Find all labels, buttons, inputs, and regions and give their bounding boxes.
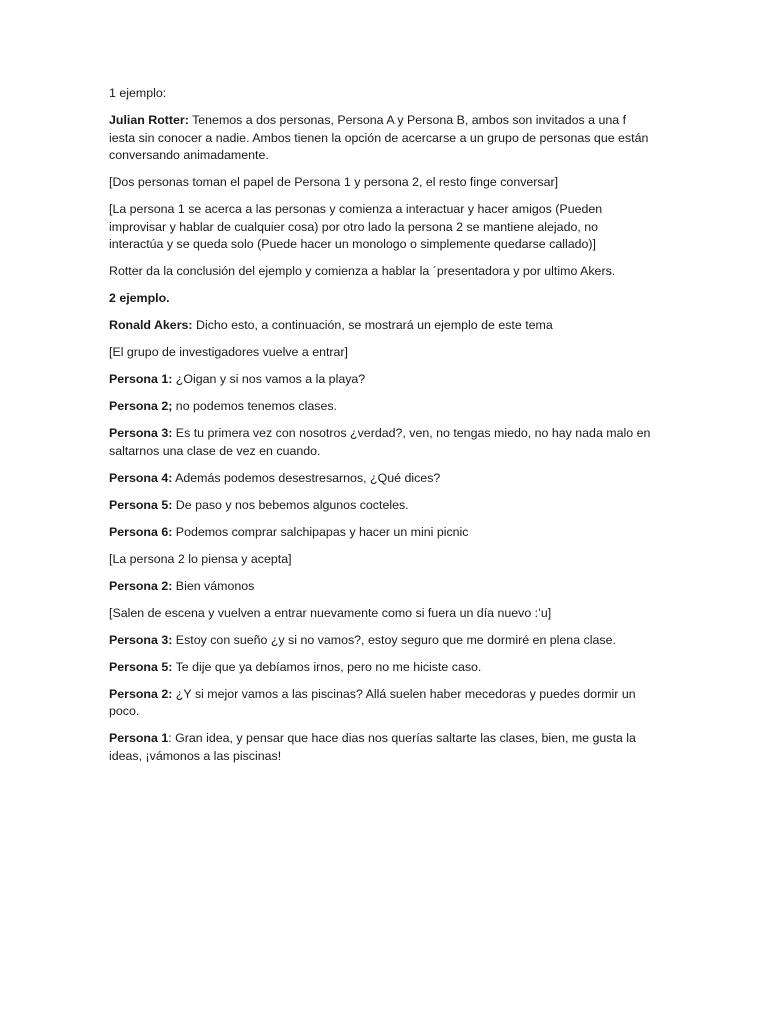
dialogue-line: [109, 686, 654, 721]
speaker-label: Julian Rotter:: [109, 113, 189, 127]
paragraph-text: [Dos personas toman el papel de Persona 1 y persona 2, el resto finge conversar]: [109, 175, 559, 189]
speaker-label: Persona 3:: [109, 426, 173, 440]
dialogue-text: no podemos tenemos clases.: [172, 399, 337, 413]
paragraph: [109, 85, 654, 103]
speaker-label: Persona 3:: [109, 632, 173, 647]
paragraph-text: [El grupo de investigadores vuelve a entrar]: [109, 345, 349, 359]
speaker-label: Persona 6:: [109, 524, 173, 539]
dialogue-text: Bien vámonos: [172, 578, 255, 593]
dialogue-text: ¿Oigan y si nos vamos a la playa?: [172, 372, 366, 386]
paragraph-text: Rotter da la conclusión del ejemplo y comienza a hablar la ´presentadora y por ultimo Akers.: [109, 264, 616, 278]
dialogue-text: Te dije que ya debíamos irnos, pero no me hiciste caso.: [172, 659, 482, 674]
speaker-label: Persona 1: [109, 731, 169, 745]
paragraph-text: Dicho esto, a continuación, se mostrará un ejemplo de este tema: [192, 318, 553, 332]
dialogue-line: [109, 371, 654, 389]
paragraph-text: 1 ejemplo:: [109, 86, 167, 100]
section-heading-text: 2 ejemplo.: [109, 291, 170, 305]
dialogue-text: De paso y nos bebemos algunos cocteles.: [172, 497, 409, 512]
speaker-label: Persona 2:: [109, 686, 173, 701]
paragraph-text: [La persona 1 se acerca a las personas y comienza a interactuar y hacer amigos (Pueden improvisar y hablar de cualquier cosa) por otro lado la persona 2 se mantiene alejado, no interactúa y se queda solo (Puede hacer un monologo o simplemente quedarse callado)]: [109, 202, 603, 251]
dialogue-text: Estoy con sueño ¿y si no vamos?, estoy seguro que me dormiré en plena clase.: [172, 632, 616, 647]
dialogue-line: [109, 659, 654, 677]
dialogue-line: [109, 578, 654, 596]
speaker-label: Persona 5:: [109, 497, 173, 512]
speaker-label: Persona 1:: [109, 372, 173, 386]
speaker-label: Persona 2:: [109, 578, 173, 593]
dialogue-text: ¿Y si mejor vamos a las piscinas? Allá suelen haber mecedoras y puedes dormir un poco.: [109, 686, 636, 718]
paragraph: [109, 174, 654, 192]
dialogue-text: Podemos comprar salchipapas y hacer un mini picnic: [172, 524, 469, 539]
document-page: [109, 85, 654, 775]
dialogue-line: [109, 632, 654, 650]
stage-direction: [109, 551, 654, 569]
dialogue-line: [109, 425, 654, 460]
stage-direction: [109, 605, 654, 623]
dialogue-line: [109, 524, 654, 542]
speaker-label: Persona 4:: [109, 470, 173, 485]
speaker-label: Persona 2;: [109, 399, 173, 413]
paragraph: [109, 263, 654, 281]
stage-direction-text: [Salen de escena y vuelven a entrar nuevamente como si fuera un día nuevo :’u]: [109, 605, 552, 620]
dialogue-line: [109, 730, 654, 765]
dialogue-line: [109, 470, 654, 488]
stage-direction-text: [La persona 2 lo piensa y acepta]: [109, 551, 292, 566]
paragraph-text: Tenemos a dos personas, Persona A y Persona B, ambos son invitados a una f iesta sin conocer a nadie. Ambos tienen la opción de acercarse a un grupo de personas que están conversando animadamente.: [109, 113, 649, 162]
section-heading: [109, 290, 654, 308]
paragraph: [109, 201, 654, 254]
dialogue-text: Es tu primera vez con nosotros ¿verdad?, ven, no tengas miedo, no hay nada malo en saltarnos una clase de vez en cuando.: [109, 426, 651, 458]
dialogue-line: [109, 497, 654, 515]
dialogue-line: [109, 398, 654, 416]
dialogue-text: : Gran idea, y pensar que hace dias nos querías saltarte las clases, bien, me gusta la ideas, ¡vámonos a las piscinas!: [109, 731, 636, 763]
dialogue-text: Además podemos desestresarnos, ¿Qué dices?: [172, 470, 441, 485]
speaker-label: Persona 5:: [109, 659, 173, 674]
paragraph: [109, 112, 654, 165]
paragraph: [109, 344, 654, 362]
paragraph: [109, 317, 654, 335]
speaker-label: Ronald Akers:: [109, 318, 193, 332]
